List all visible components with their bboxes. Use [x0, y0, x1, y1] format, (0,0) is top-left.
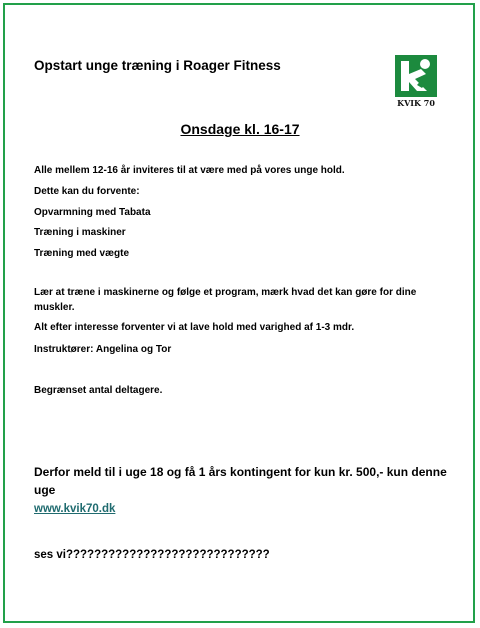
- page-title: Opstart unge træning i Roager Fitness: [34, 58, 281, 73]
- closing-text: ses vi?????????????????????????????: [34, 549, 270, 561]
- list-item: Træning i maskiner: [34, 227, 126, 238]
- website-link[interactable]: www.kvik70.dk: [34, 503, 116, 515]
- logo-label: KVIK 70: [397, 98, 435, 108]
- program-text: Lær at træne i maskinerne og følge et program, mærk hvad det kan gøre for dine muskler.: [34, 287, 417, 313]
- list-item: Træning med vægte: [34, 248, 130, 259]
- signup-callout: Derfor meld til i uge 18 og få 1 års kontingent for kun kr. 500,- kun denne uge: [34, 465, 447, 497]
- kvik70-logo: [395, 55, 437, 109]
- intro-text: Alle mellem 12-16 år inviteres til at være med på vores unge hold.: [34, 165, 345, 176]
- instructors-text: Instruktører: Angelina og Tor: [34, 344, 172, 355]
- list-item: Opvarmning med Tabata: [34, 207, 151, 218]
- expect-heading: Dette kan du forvente:: [34, 186, 140, 197]
- running-figure-logo-icon: [395, 55, 437, 97]
- schedule-heading: Onsdage kl. 16-17: [180, 121, 300, 137]
- limited-text: Begrænset antal deltagere.: [34, 385, 163, 396]
- duration-text: Alt efter interesse forventer vi at lave hold med varighed af 1-3 mdr.: [34, 322, 355, 333]
